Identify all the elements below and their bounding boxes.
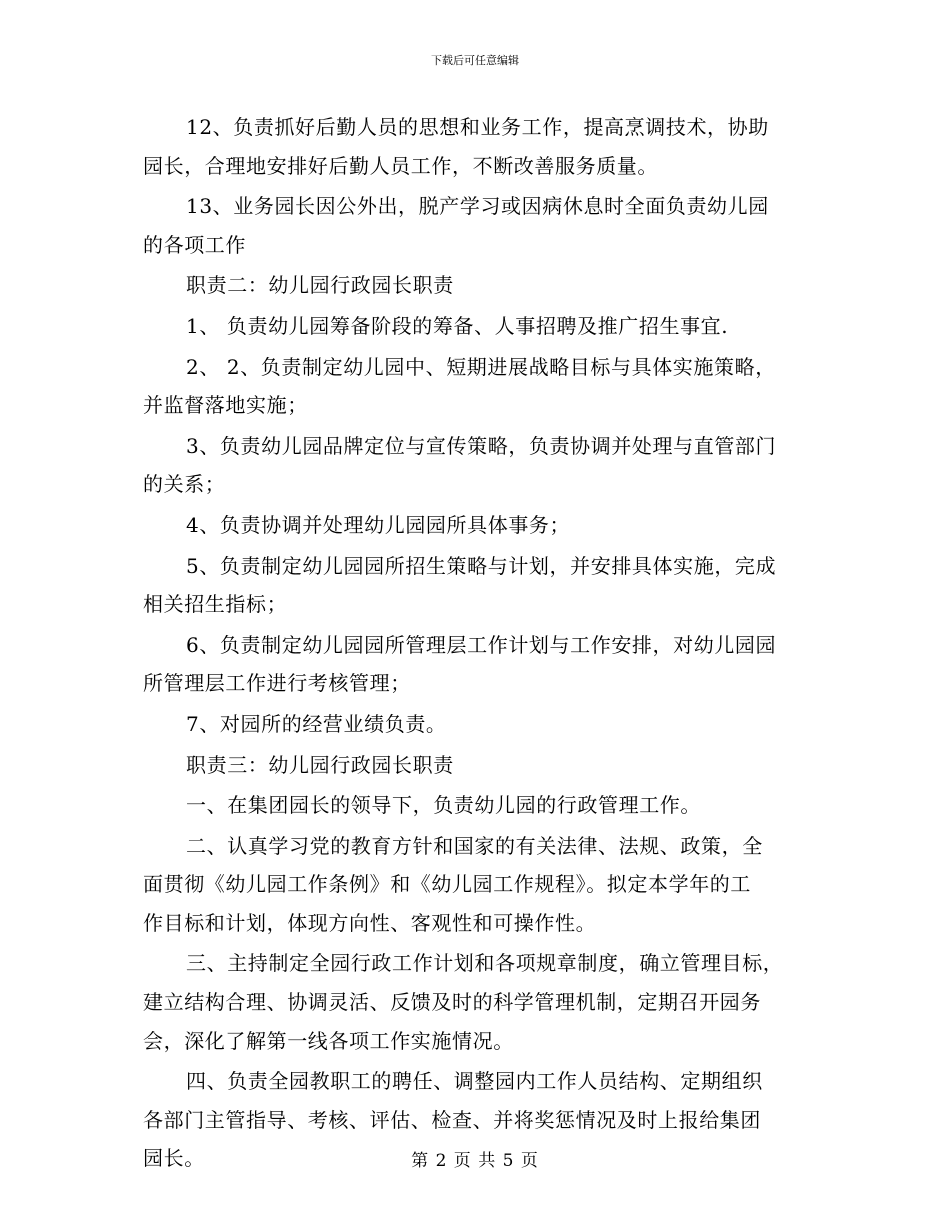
paragraph [143,746,809,785]
text-line: 会，深化了解第一线各项工作实施情况。 [143,1028,514,1053]
text-line: 2、 2、负责制定幼儿园中、短期进展战略目标与具体实施策略， [186,354,776,379]
text-line: 二、认真学习党的教育方针和国家的有关法律、法规、政策，全 [186,833,763,858]
text-line: 3、负责幼儿园品牌定位与宣传策略，负责协调并处理与直管部门 [186,433,777,458]
text-line: 职责二：幼儿园行政园长职责 [186,273,454,298]
text-line: 相关招生指标； [143,592,288,617]
document-body [143,108,809,1180]
page-footer: 第 2 页 共 5 页 [411,1151,539,1171]
text-line: 园长，合理地安排好后勤人员工作，不断改善服务质量。 [143,153,658,178]
text-line: 三、主持制定全园行政工作计划和各项规章制度，确立管理目标， [186,951,784,976]
text-line: 4、负责协调并处理幼儿园园所具体事务； [186,512,571,537]
paragraph [143,348,809,425]
paragraph [143,187,809,264]
text-line: 职责三：幼儿园行政园长职责 [186,752,454,777]
text-line: 1、 负责幼儿园筹备阶段的筹备、人事招聘及推广招生事宜. [186,313,729,338]
paragraph [143,506,809,545]
text-line: 面贯彻《幼儿园工作条例》和《幼儿园工作规程》。拟定本学年的工 [143,872,751,897]
paragraph [143,547,809,624]
text-line: 并监督落地实施； [143,393,308,418]
text-line: 一、在集团园长的领导下，负责幼儿园的行政管理工作。 [186,793,701,818]
text-line: 6、负责制定幼儿园园所管理层工作计划与工作安排，对幼儿园园 [186,632,777,657]
text-line: 建立结构合理、协调灵活、反馈及时的科学管理机制，定期召开园务 [143,990,761,1015]
text-line: 所管理层工作进行考核管理； [143,671,411,696]
paragraph [143,108,809,185]
text-line: 的各项工作 [143,232,246,257]
paragraph [143,786,809,825]
paragraph [143,427,809,504]
paragraph [143,266,809,305]
text-line: 5、负责制定幼儿园园所招生策略与计划，并安排具体实施，完成 [186,553,777,578]
text-line: 园长。 [143,1146,205,1171]
text-line: 12、负责抓好后勤人员的思想和业务工作，提高烹调技术，协助 [186,115,769,139]
text-line: 7、对园所的经营业绩负责。 [186,711,447,736]
paragraph [143,827,809,943]
text-line: 的关系； [143,472,226,497]
text-line: 各部门主管指导、考核、评估、检查、并将奖惩情况及时上报给集团 [143,1107,761,1132]
text-line: 作目标和计划，体现方向性、客观性和可操作性。 [143,910,597,935]
paragraph [143,626,809,703]
text-line: 四、负责全园教职工的聘任、调整园内工作人员结构、定期组织 [186,1069,763,1094]
paragraph [143,307,809,346]
paragraph [143,944,809,1060]
text-line: 13、业务园长因公外出，脱产学习或因病休息时全面负责幼儿园 [186,194,769,219]
page-header: 下载后可任意编辑 [431,54,519,67]
paragraph [143,705,809,744]
